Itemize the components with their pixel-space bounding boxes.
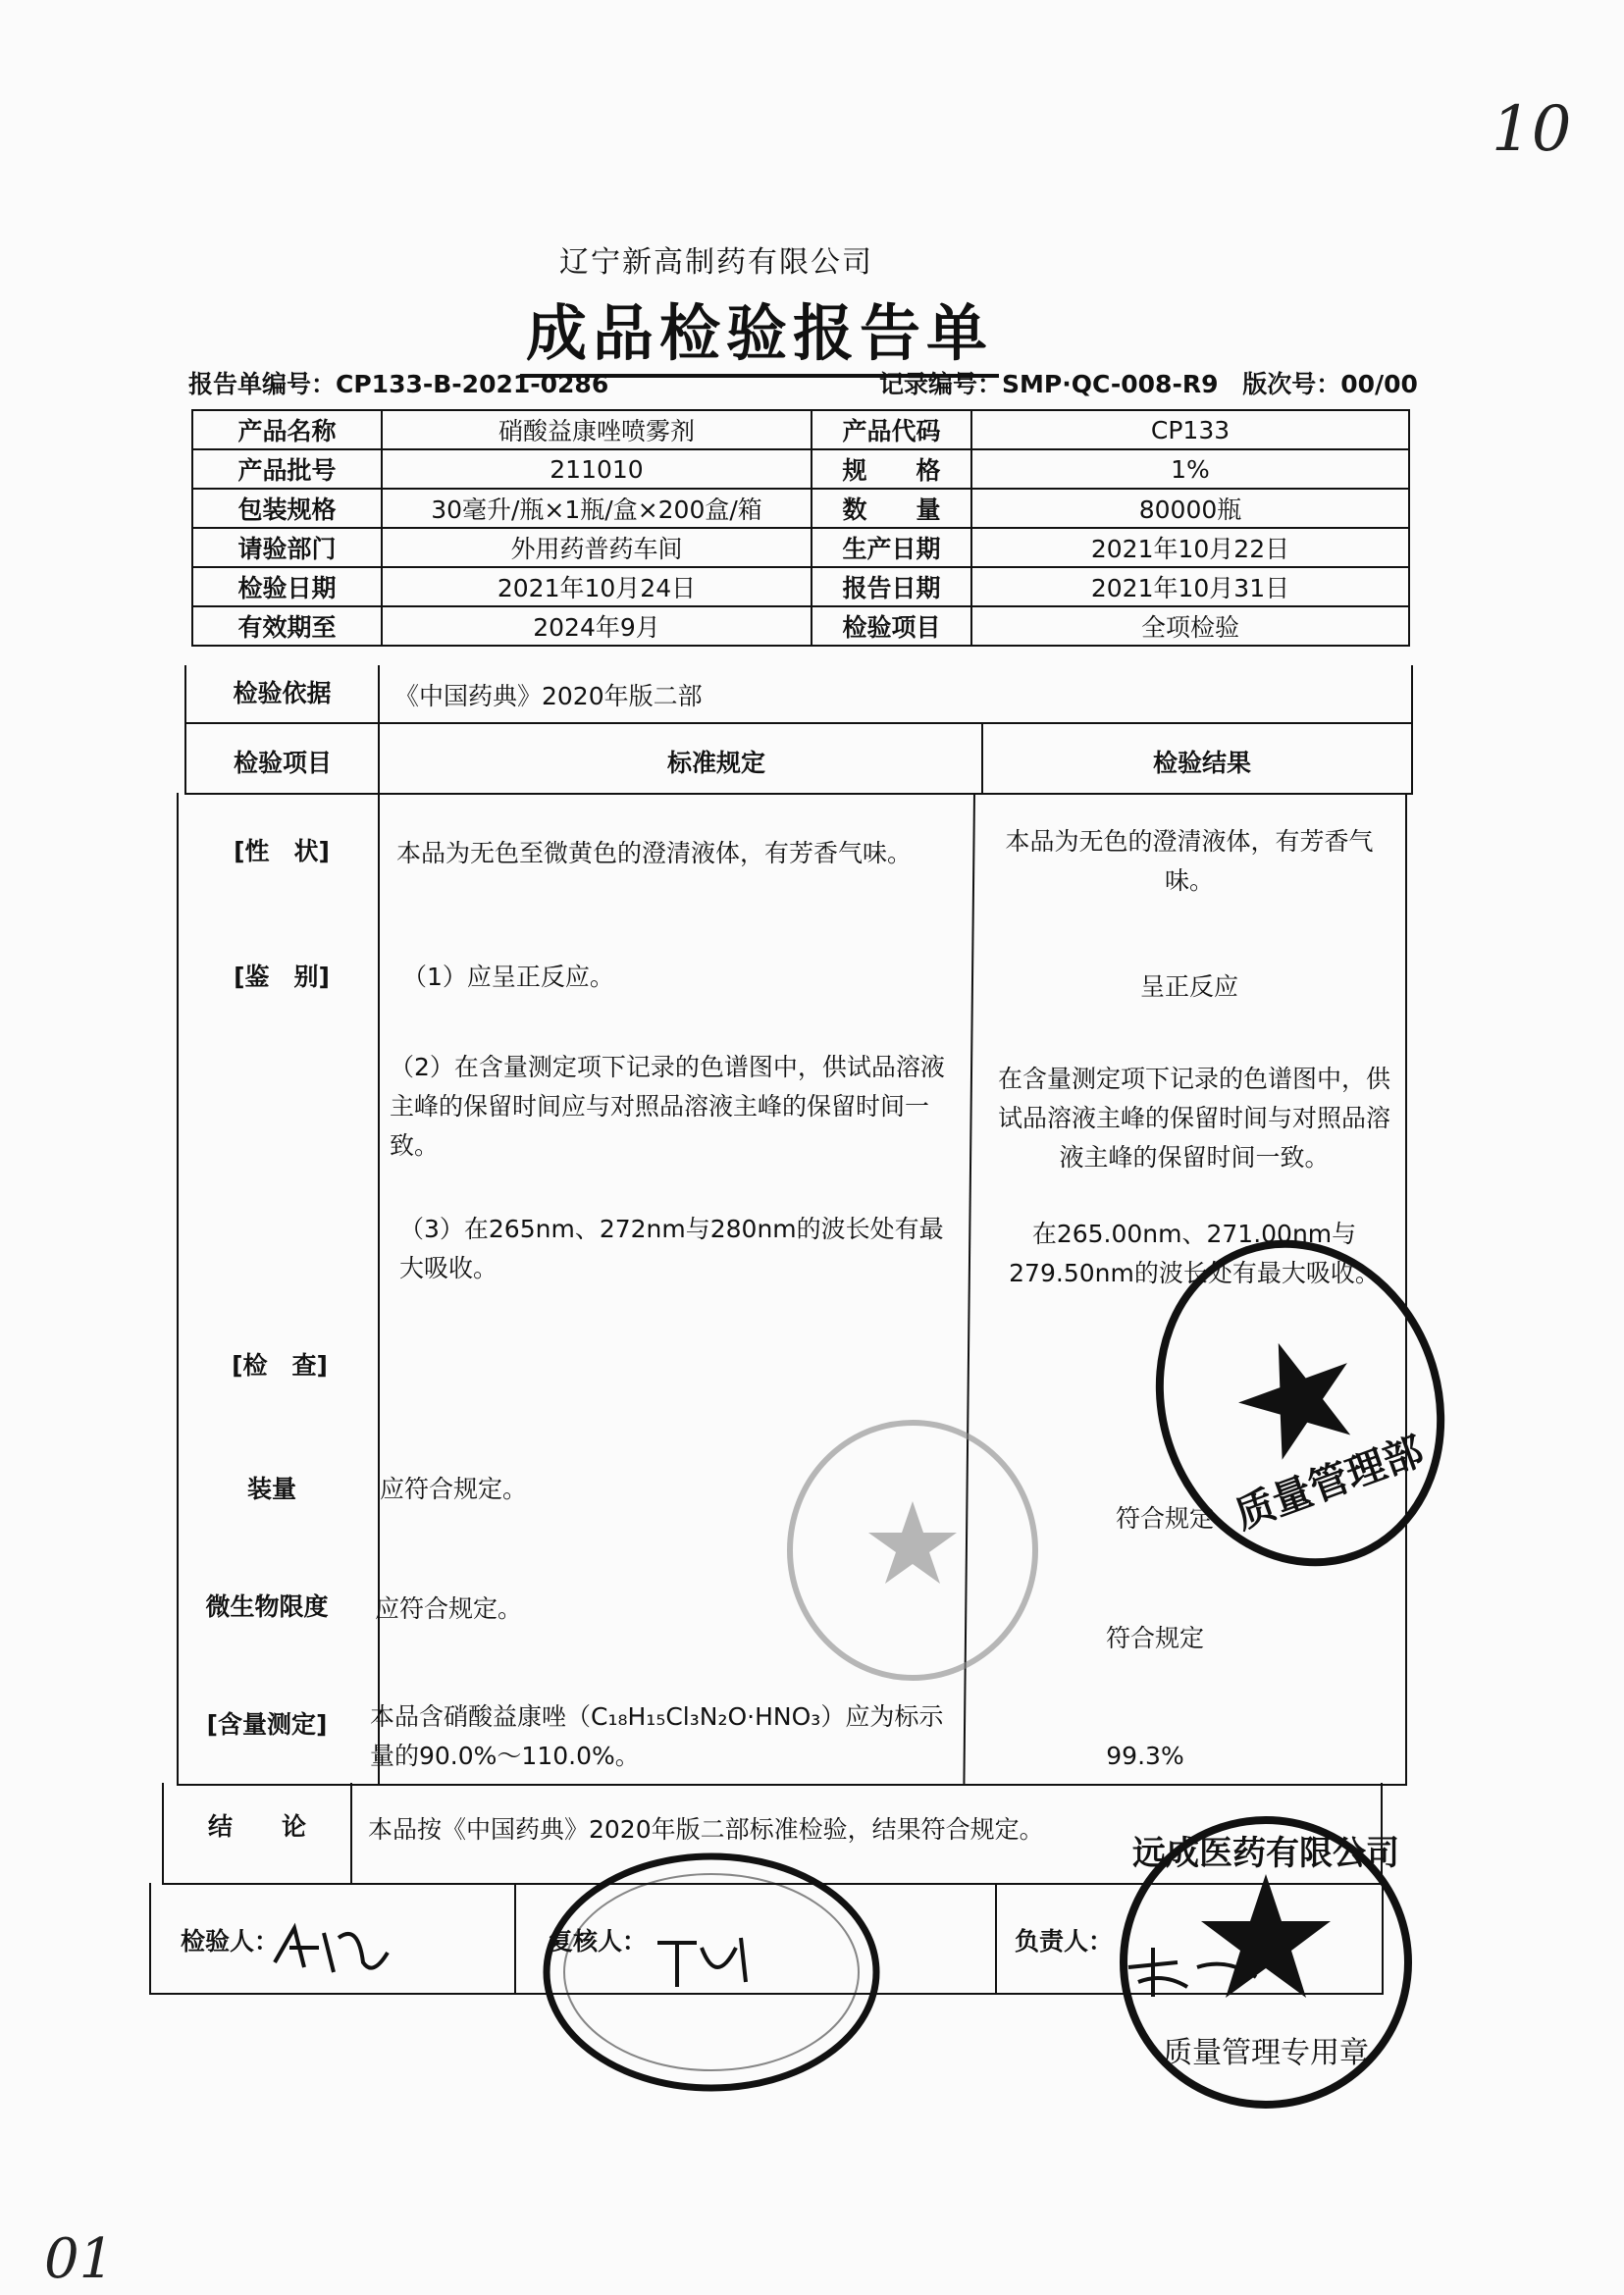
header-result: 检验结果 xyxy=(1153,749,1252,777)
divider xyxy=(981,722,983,793)
res-id2: 在含量测定项下记录的色谱图中，供试品溶液主峰的保留时间与对照品溶液主峰的保留时间一致。 xyxy=(997,1065,1390,1172)
table-row xyxy=(192,489,1409,528)
divider xyxy=(378,722,380,793)
res-id3: 在265.00nm、271.00nm与279.50nm的波长处有最大吸收。 xyxy=(1009,1220,1380,1287)
quality-dept-stamp xyxy=(1138,1217,1462,1590)
cell-value: 2021年10月22日 xyxy=(971,528,1409,567)
cell-value: 硝酸益康唑喷雾剂 xyxy=(382,410,812,449)
std-id2: （2）在含量测定项下记录的色谱图中，供试品溶液主峰的保留时间应与对照品溶液主峰的保留时间一致。 xyxy=(390,1053,945,1160)
cell-label: 规 格 xyxy=(812,449,971,489)
responsible-label: 负责人： xyxy=(1015,1927,1114,1956)
cell-value: 2024年9月 xyxy=(382,606,812,646)
header-standard: 标准规定 xyxy=(667,749,766,777)
inspector-signature xyxy=(265,1913,402,1992)
std-appearance: 本品为无色至微黄色的澄清液体，有芳香气味。 xyxy=(396,839,913,867)
version-label: 版次号： xyxy=(1242,370,1341,398)
res-appearance: 本品为无色的澄清液体，有芳香气味。 xyxy=(1005,827,1374,895)
cell-label: 检验日期 xyxy=(192,567,382,606)
corner-number: 01 xyxy=(44,2227,115,2291)
res-microbial: 符合规定 xyxy=(1105,1624,1204,1652)
info-table xyxy=(191,409,1410,647)
reviewer-stamp xyxy=(535,1845,888,2100)
stamp-text: 质量管理部 xyxy=(1229,1428,1430,1539)
std-microbial: 应符合规定。 xyxy=(375,1594,523,1623)
cell-value: 80000瓶 xyxy=(971,489,1409,528)
cell-label: 产品批号 xyxy=(192,449,382,489)
item-microbial: 微生物限度 xyxy=(205,1592,329,1621)
divider xyxy=(514,1883,516,1993)
basis-label: 检验依据 xyxy=(186,665,380,722)
divider xyxy=(378,793,380,1784)
cell-value: 2021年10月24日 xyxy=(382,567,812,606)
basis-value: 《中国药典》2020年版二部 xyxy=(394,682,703,710)
cell-label: 报告日期 xyxy=(812,567,971,606)
version-value: 00/00 xyxy=(1340,370,1418,398)
cell-label: 检验项目 xyxy=(812,606,971,646)
item-assay: [含量测定] xyxy=(206,1710,328,1739)
cell-value: 211010 xyxy=(382,449,812,489)
std-id1: （1）应呈正反应。 xyxy=(402,963,614,991)
cell-label: 有效期至 xyxy=(192,606,382,646)
table-row xyxy=(192,410,1409,449)
stamp-text: 质量管理专用章 xyxy=(1163,2036,1369,2070)
report-no-value: CP133-B-2021-0286 xyxy=(336,370,609,398)
report-title: 成品检验报告单 xyxy=(520,285,999,378)
inspector-label: 检验人： xyxy=(181,1927,280,1956)
cell-label: 请验部门 xyxy=(192,528,382,567)
table-row xyxy=(192,567,1409,606)
res-fill: 符合规定 xyxy=(1115,1504,1214,1533)
std-fill: 应符合规定。 xyxy=(380,1475,528,1503)
res-assay: 99.3% xyxy=(1106,1742,1184,1770)
results-header xyxy=(184,722,1413,795)
table-row xyxy=(192,528,1409,567)
cell-label: 生产日期 xyxy=(812,528,971,567)
cell-value: 30毫升/瓶×1瓶/盒×200盒/箱 xyxy=(382,489,812,528)
company-stamp xyxy=(1099,1805,1423,2119)
table-row xyxy=(192,449,1409,489)
table-row xyxy=(192,606,1409,646)
record-no-value: SMP·QC-008-R9 xyxy=(1002,370,1219,398)
record-no-label: 记录编号： xyxy=(879,370,1003,398)
item-identification: [鉴 别] xyxy=(234,963,330,991)
report-no-label: 报告单编号： xyxy=(188,370,337,398)
cell-label: 包装规格 xyxy=(192,489,382,528)
item-inspection: [检 查] xyxy=(232,1351,328,1380)
cell-label: 数 量 xyxy=(812,489,971,528)
faded-stamp xyxy=(780,1413,1045,1688)
cell-value: CP133 xyxy=(971,410,1409,449)
report-number xyxy=(188,365,608,400)
item-appearance: [性 状] xyxy=(234,837,330,865)
basis-row xyxy=(184,665,1413,724)
record-number xyxy=(864,365,1418,400)
cell-label: 产品代码 xyxy=(812,410,971,449)
header-item: 检验项目 xyxy=(234,749,333,777)
stamp-company-text: 远成医药有限公司 xyxy=(1132,1834,1399,1873)
cell-value: 1% xyxy=(971,449,1409,489)
conclusion-label: 结 论 xyxy=(164,1783,352,1883)
cell-label: 产品名称 xyxy=(192,410,382,449)
divider xyxy=(995,1883,997,1993)
res-id1: 呈正反应 xyxy=(1139,972,1238,1001)
std-assay: 本品含硝酸益康唑（C₁₈H₁₅Cl₃N₂O·HNO₃）应为标示量的90.0%～110.0%。 xyxy=(370,1702,944,1770)
conclusion-value: 本品按《中国药典》2020年版二部标准检验，结果符合规定。 xyxy=(368,1815,1044,1844)
cell-value: 外用药普药车间 xyxy=(382,528,812,567)
reviewer-label: 复核人： xyxy=(549,1927,648,1956)
company-name: 辽宁新高制药有限公司 xyxy=(559,245,873,280)
std-id3: （3）在265nm、272nm与280nm的波长处有最大吸收。 xyxy=(399,1215,944,1282)
item-fill: 装量 xyxy=(246,1475,296,1503)
cell-value: 2021年10月31日 xyxy=(971,567,1409,606)
page-number: 10 xyxy=(1492,93,1572,166)
cell-value: 全项检验 xyxy=(971,606,1409,646)
